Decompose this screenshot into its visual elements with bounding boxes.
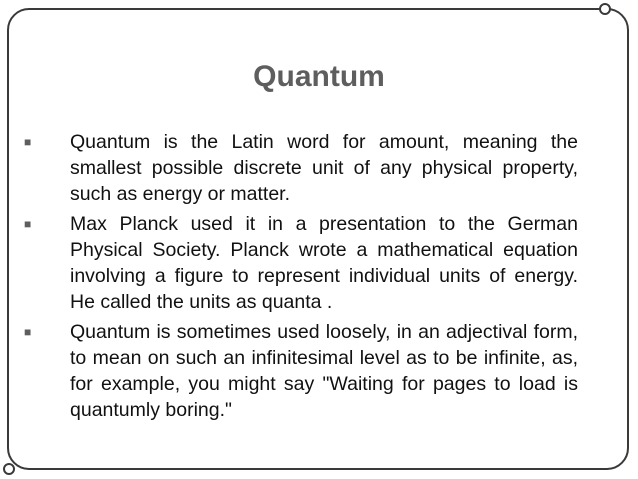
- bullet-list: [24, 129, 578, 427]
- corner-circle-decoration: [599, 3, 611, 15]
- bullet-item: [24, 319, 578, 423]
- bullet-item: [24, 211, 578, 315]
- bullet-item: [24, 129, 578, 207]
- square-bullet-icon: ■: [24, 135, 32, 149]
- slide-title: Quantum: [253, 60, 385, 93]
- corner-circle-decoration: [3, 463, 15, 475]
- bullet-text: Max Planck used it in a presentation to the German Physical Society. Planck wrote a mathematical equation involving a figure to represent individual units of energy. He called the units as quanta .: [70, 213, 578, 313]
- square-bullet-icon: ■: [24, 217, 32, 231]
- bullet-text: Quantum is the Latin word for amount, meaning the smallest possible discrete unit of any physical property, such as energy or matter.: [70, 131, 578, 205]
- square-bullet-icon: ■: [24, 325, 32, 339]
- bullet-text: Quantum is sometimes used loosely, in an adjectival form, to mean on such an infinitesimal level as to be infinite, as, for example, you might say "Waiting for pages to load is quantumly boring.": [70, 321, 578, 421]
